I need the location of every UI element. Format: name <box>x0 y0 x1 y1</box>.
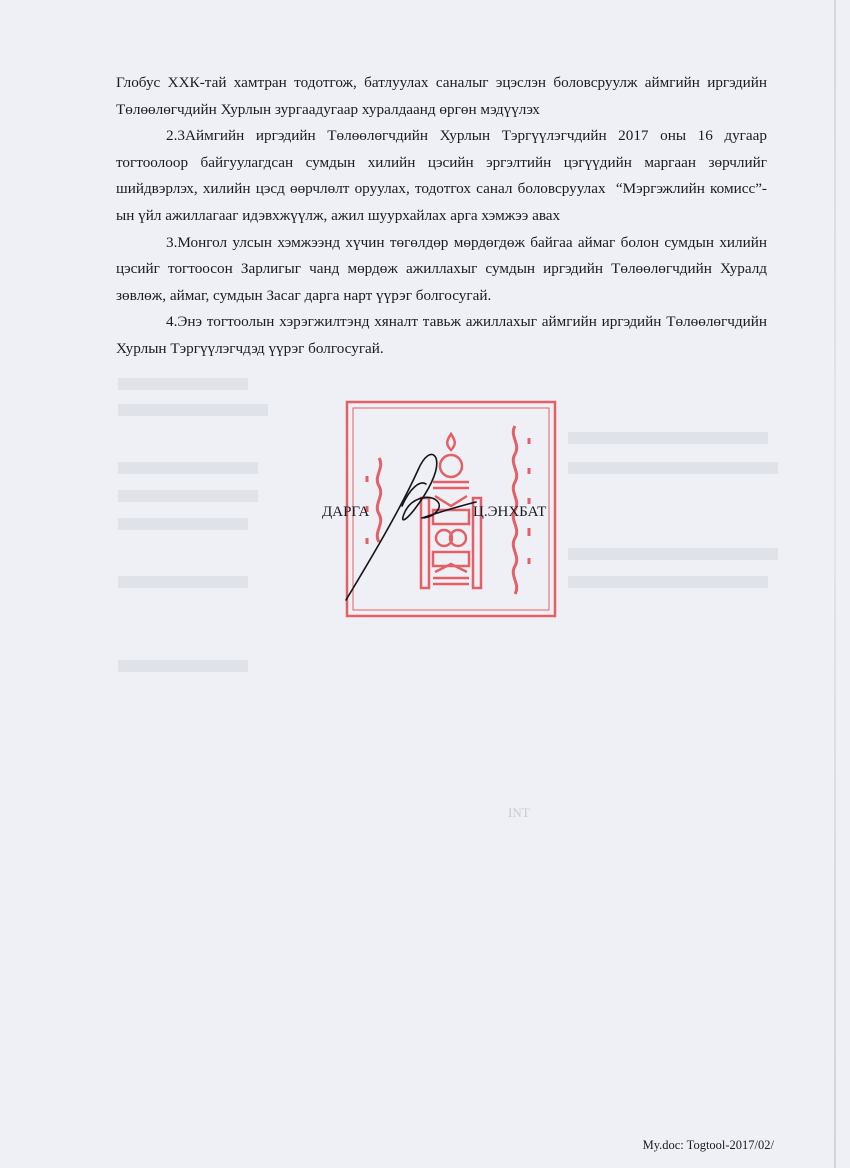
bleed-through-line <box>568 576 768 588</box>
paragraph-4: 4.Энэ тогтоолын хэрэгжилтэнд хяналт тавьж ажиллахыг аймгийн иргэдийн Төлөөлөгчдийн Хурлын Тэргүүлэгчдэд үүрэг болгосугай. <box>116 313 767 357</box>
bleed-through-line <box>568 548 778 560</box>
footer-file-reference: My.doc: Togtool-2017/02/ <box>642 1138 774 1152</box>
bleed-through-line <box>118 404 268 416</box>
bleed-through-line <box>568 432 768 444</box>
paragraph-3: 3.Монгол улсын хэмжээнд хүчин төгөлдөр мөрдөгдөж байгаа аймаг болон сумдын хилийн цэсийг тогтоосон Зарлигыг чанд мөрдөж ажиллахыг сумдын иргэдийн Төлөөлөгчдийн Хуралд зөвлөж, аймаг, сумдын Засаг дарга нарт үүрэг болгосугай. <box>116 233 767 304</box>
scan-edge-shadow <box>834 0 836 1168</box>
bleed-through-line <box>118 660 248 672</box>
bleed-through-line <box>118 490 258 502</box>
signatory-title: ДАРГА <box>322 504 370 520</box>
bleed-through-page-mark: INT <box>508 805 530 820</box>
paragraph-2-3: 2.3Аймгийн иргэдийн Төлөөлөгчдийн Хурлын Тэргүүлэгчдийн 2017 оны 16 дугаар тогтоолоор байгуулагдсан сумдын хилийн цэсийн эргэлтийн цэгүүдийн маргаан зөрчлийг шийдвэрлэх, хилийн цэсд өөрчлөлт оруулах, тодотгох санал боловсруулах “Мэргэжлийн комисс”-ын үйл ажиллагааг идэвхжүүлж, ажил шуурхайлах арга хэмжээ авах <box>116 127 767 224</box>
signature-block <box>0 504 850 528</box>
bleed-through-line <box>118 576 248 588</box>
bleed-through-line <box>118 462 258 474</box>
paragraph-continuation: Глобус ХХК-тай хамтран тодотгож, батлуулах саналыг эцэслэн боловсруулж аймгийн иргэдийн Төлөөлөгчдийн Хурлын зургаадугаар хуралдаанд өргөн мэдүүлэх <box>116 74 767 118</box>
bleed-through-line <box>568 462 778 474</box>
signatory-name: Ц.ЭНХБАТ <box>473 504 547 520</box>
bleed-through-line <box>118 378 248 390</box>
resolution-body <box>116 70 767 363</box>
